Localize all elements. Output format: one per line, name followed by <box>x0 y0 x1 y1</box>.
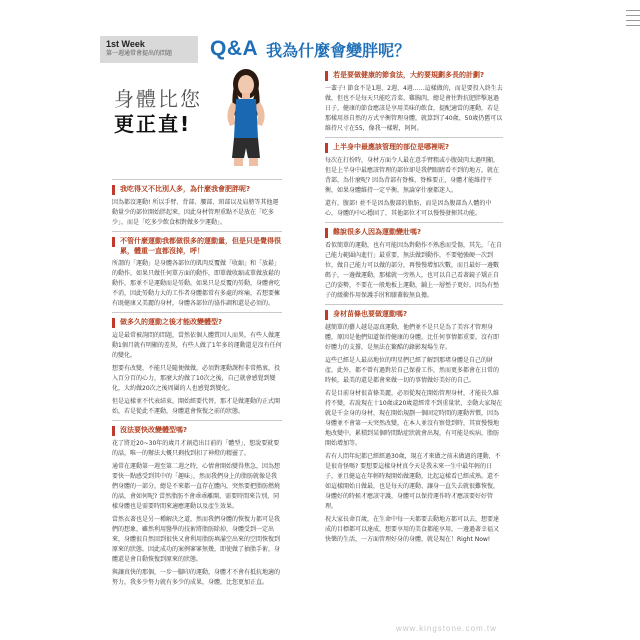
paragraph: 祝大家長命百歲，在生命中每一天都要去動地方都可以去，想要達成的目標都可以達成，想要享用的美食都能享用，一邊過著幸福又快樂的生活，一方面管理好身的身體，就是現在！Right Now! <box>325 516 500 543</box>
heading-text: 沒法要快改變體型嗎? <box>120 426 188 434</box>
section-heading <box>325 142 503 153</box>
section-heading <box>325 227 503 238</box>
heading-text: 我吃得又不比別人多，為什麼我會肥胖呢? <box>120 185 251 193</box>
paragraph: 但是這樣並不代表結束，開始經要代替，那才是做運動的正式開始，若是從此不運動，身體還會恢復之前的狀態。 <box>112 398 281 415</box>
section-divider <box>325 137 503 138</box>
section-divider <box>112 312 282 313</box>
paragraph: 通常在運動第一週至第二週之時，心情會開始變得焦急，因為想要快一點感受到其中的「趣味」，然而我們身上的脂肪就像是我們身體的一部分，總是不來都一直存在體內，突然要把脂肪燃燒的話，會如何呢? 當然脂肪不會乖乖離開，需要時間來告別，同樣身體也是需要時間來適應運動以及產生效果。 <box>112 463 281 510</box>
paragraph: 每次在打扮時，身材方面令人最在意手臂粗或小腹鼓肉太過明顯，但是上半身中最應該管理的部位卻是我們眼睛看不到的地方，就在背部，為什麼呢? 因為背部有脊椎，脊椎要正，身體才能維持平衡，如果身體維持一定平衡，無論穿什麼都迷人。 <box>325 157 500 194</box>
heading-bar-icon <box>112 426 115 436</box>
paragraph: 因為都沒運動! 所以手臂、背部、腰部、頸部以及肩膀等其他運動量少的部位開始胖起來，因此身材管理重點不是放在「吃多少」，而是「吃多少飲食相對做多少運動」。 <box>112 199 279 226</box>
heading-bar-icon <box>325 143 328 153</box>
hero-area <box>100 66 310 166</box>
section-heading <box>325 70 503 81</box>
section-divider <box>112 231 282 232</box>
headline-line1: 身體比您 <box>114 87 202 111</box>
headline <box>114 86 202 136</box>
section-heading <box>112 184 282 195</box>
paragraph: 若有人問年紀都已經經過30歲，現在才來做之前未做過的運動，不是很奇怪嗎? 要想要這樣身材真令天是我未來一生中最年輕的日子，並且健這在年輕時現開始做運動，比起這樣看已經成熟。還不如這樣開始日做最，也是每天的運動、讓身一直失去就很難恢復，身體好的時候才應該守護，身體可以保持運作時才應該要好好管理。 <box>325 453 501 510</box>
paragraph: 越簡單的藝人越是認真運動，他們並不是只是為了美容才管理身體，原因是他們知道保持健康的身體，比任何事情都重要，沒有即好體力的支撐，是無法在繁酷的錄影現場生存。 <box>325 324 500 351</box>
paragraph: 想要有改變，不能只是隨便做做，必須對運動課程非常熱衷，投入百分百的心力，那麼大約做了10次之後，自己就會感覺到變化，大約做20次之後周圍的人也感覺到變化。 <box>112 365 281 392</box>
paragraph: 這些已經是人最高地位的明星們已經了解到那堵身體是自己的財產，此外，都不曾有過對於自己保養工作，然而更多都會在日常的時候，最美的還是都會來做一切的事情做好美好的自己。 <box>325 357 500 384</box>
heading-text: 不管什麼運動我都做很多的運動量，但是只是覺得很累，體重一直都沒掉，呼！ <box>120 237 281 255</box>
week-label: 1st Week <box>106 39 145 49</box>
section-heading <box>325 309 503 320</box>
paragraph: 若是目前身材很苗條美麗，必須從現在開始管理身材，才能長久維持不變，若說現在十10歲或20歲還經常不到重量狀，幸動大家現在就是千金身的身材，現在開始規劃一個固定時間的運動習慣，因為身體並不會第一天突然改變，在本人並沒有察覺到時，其實慢慢地地改變中，累積到某個時間點症狀就會出現，有可能是疾病，脂肪開始增加等。 <box>325 390 503 447</box>
heading-bar-icon <box>112 185 115 195</box>
paragraph: 所謂的「運動」是身體各部位的肌肉反覆做「收縮」和「放鬆」的動作，如果只做任何單方面的動作，即單做收縮或單做放鬆的動作，那並不是運動而是勞動。如果只是反覆的勞動，身體會吃不消，因此勞動力大的工作者身體都常有多處的疼痛，若想要擁有既健康又美麗的身材，身體各部位的協作調和還是必須的。 <box>112 260 281 307</box>
heading-text: 難說很多人因為運動變壯嗎? <box>333 228 422 236</box>
heading-bar-icon <box>112 318 115 328</box>
heading-text: 上半身中最應該管理的部位是哪裡呢? <box>333 143 450 151</box>
section-heading <box>112 236 282 256</box>
section-heading <box>112 317 282 328</box>
paragraph: 花了將近20~30年的歲月才創造出目前的「體型」，想說要就要的話，唯一的辦法大概只剩找到扣了神燈的精靈了。 <box>112 440 280 457</box>
heading-text: 做多久的運動之後才能改變體型? <box>120 318 223 326</box>
paragraph: 看似簡單的運動，也有可能因為對動作不熟悉而受傷，其先，「在自己能力範圍內進行」最重要，無法做到動作，不要勉強硬一次到位，做自己能力可以做的部分，再慢慢增加次數，而且最好一邊數碼子，一邊做運動，那樣就一旁熟人，也可以自己看著鏡子矯正自己的姿勢，不要在一般地板上運動，鋪上一層墊子更好，因為有墊子的緩衝作用保護手肘和膝蓋較無負擔。 <box>325 242 503 299</box>
section-divider <box>325 304 503 305</box>
heading-text: 若是要做健康的節食法，大約要規劃多長的計劃? <box>333 71 485 79</box>
heading-bar-icon <box>112 237 115 247</box>
section-divider <box>112 420 282 421</box>
section-divider <box>325 222 503 223</box>
headline-line2: 更正直! <box>114 112 192 136</box>
heading-bar-icon <box>325 71 328 81</box>
week-tab <box>100 36 198 63</box>
question-title: 我為什麼會變胖呢？ <box>266 40 411 60</box>
paragraph: 與讓真快的那個，一步一腳印的運動，身體才不會有抵抗地適的努力，我多少努力就有多少的成果，身體，比您更加正直。 <box>112 569 281 586</box>
watermark-url: www.kingstone.com.tw <box>396 624 497 633</box>
page-edge-marks <box>626 10 640 310</box>
heading-bar-icon <box>325 228 328 238</box>
left-column <box>112 176 282 591</box>
paragraph: 一輩子! 節食不是1週、2週、4週……這樣做的，而是要投入終生去做，但也不是每天只能吃青菜、雞胸肉，總是會往對抗肥胖擊退過日子，健康的節食應該是享用美味的飲食，提配適當的運動，若是那樣用基自然的方式平衡管理身體，就算到了40歲、50歲仍舊可以維持尺寸在55，像我一樣喔，阿阿。 <box>325 85 503 132</box>
heading-text: 身材苗條也要做運動嗎? <box>333 310 408 318</box>
section-divider <box>112 179 282 180</box>
paragraph: 當然衣著也是另一種解決之道，然而我們身體的恢復力都可是我們的想象，雖然利用醫學的技術將脂肪除掉，身體受到一定出來，身體很自然回到很快又會利用脂肪填滿空出來的空間恢復到原來的狀態。因此成功的案例寥寥無幾，即使做了抽脂手術，身體還是會自動恢復到原來的狀態。 <box>112 516 281 563</box>
model-photo <box>214 66 278 166</box>
section-heading <box>112 425 282 436</box>
page-title <box>210 36 410 62</box>
paragraph: 這是最常被詢問的問題，當然依個人體質因人而異，有些人做運動1個月就有明顯的差異，有些人做了1年多的運動還是沒有任何的變化。 <box>112 332 282 359</box>
heading-bar-icon <box>325 310 328 320</box>
paragraph: 還有，腹部! 並不是因為腹部的脂肪，而是因為腹部為人體的中心，身體的中心穩固了，其他部位才可以慢慢發揮其功能。 <box>325 200 492 217</box>
qa-label: Q&A <box>210 37 259 60</box>
week-subtitle: 第一週通常會提出的問題 <box>106 50 173 57</box>
right-column <box>325 66 503 548</box>
